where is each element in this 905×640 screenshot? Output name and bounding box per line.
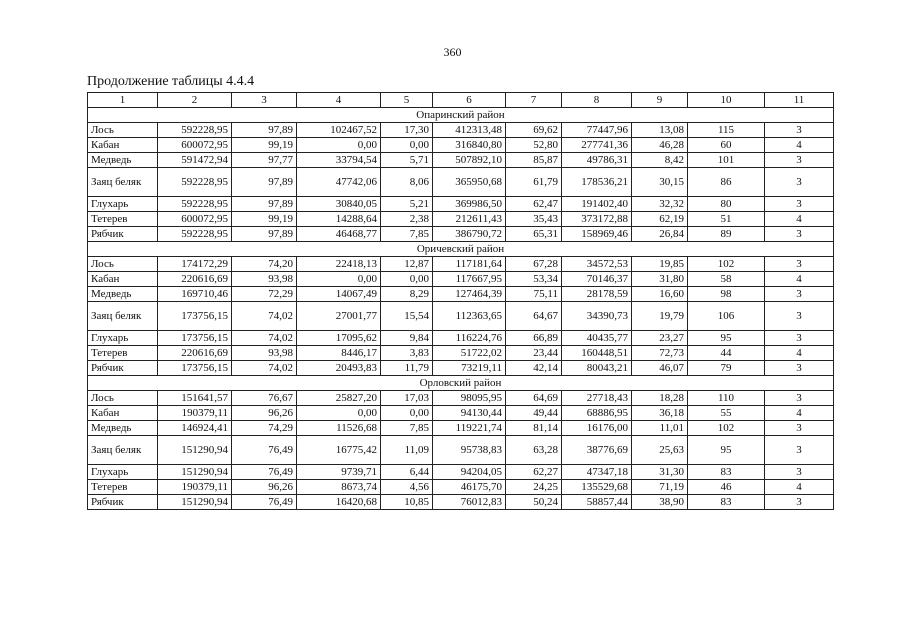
table-cell: 13,08: [632, 123, 688, 138]
table-cell: 316840,80: [433, 138, 506, 153]
table-cell: 47347,18: [562, 465, 632, 480]
table-row: [88, 138, 834, 153]
table-cell: 3: [765, 168, 834, 197]
table-cell: 178536,21: [562, 168, 632, 197]
table-cell: 80: [688, 197, 765, 212]
table-row: [88, 436, 834, 465]
species-name: Глухарь: [88, 465, 158, 480]
table-cell: 160448,51: [562, 346, 632, 361]
table-cell: 81,14: [506, 421, 562, 436]
table-cell: 83: [688, 465, 765, 480]
table-cell: 64,69: [506, 391, 562, 406]
table-cell: 9739,71: [297, 465, 381, 480]
table-cell: 592228,95: [158, 123, 232, 138]
table-cell: 14288,64: [297, 212, 381, 227]
table-cell: 3: [765, 197, 834, 212]
table-cell: 97,89: [232, 123, 297, 138]
table-row: [88, 287, 834, 302]
table-cell: 55: [688, 406, 765, 421]
table-cell: 38,90: [632, 495, 688, 510]
table-cell: 592228,95: [158, 227, 232, 242]
table-cell: 74,02: [232, 361, 297, 376]
table-cell: 76,49: [232, 465, 297, 480]
table-cell: 16,60: [632, 287, 688, 302]
table-cell: 592228,95: [158, 197, 232, 212]
table-cell: 36,18: [632, 406, 688, 421]
page-number: 360: [443, 45, 462, 59]
species-name: Заяц беляк: [88, 168, 158, 197]
table-cell: 31,80: [632, 272, 688, 287]
table-row: [88, 212, 834, 227]
table-cell: 86: [688, 168, 765, 197]
species-name: Кабан: [88, 406, 158, 421]
table-cell: 369986,50: [433, 197, 506, 212]
table-row: [88, 346, 834, 361]
table-cell: 70146,37: [562, 272, 632, 287]
species-name: Рябчик: [88, 227, 158, 242]
table-cell: 27718,43: [562, 391, 632, 406]
table-cell: 4: [765, 480, 834, 495]
table-row: [88, 331, 834, 346]
table-cell: 20493,83: [297, 361, 381, 376]
table-cell: 3: [765, 287, 834, 302]
table-cell: 11,01: [632, 421, 688, 436]
table-cell: 66,89: [506, 331, 562, 346]
table-cell: 75,11: [506, 287, 562, 302]
table-cell: 89: [688, 227, 765, 242]
table-cell: 18,28: [632, 391, 688, 406]
table-cell: 63,28: [506, 436, 562, 465]
table-cell: 173756,15: [158, 331, 232, 346]
table-cell: 9,84: [381, 331, 433, 346]
table-cell: 17095,62: [297, 331, 381, 346]
table-cell: 49786,31: [562, 153, 632, 168]
table-cell: 8,06: [381, 168, 433, 197]
table-cell: 8673,74: [297, 480, 381, 495]
table-cell: 3,83: [381, 346, 433, 361]
table-cell: 11526,68: [297, 421, 381, 436]
species-name: Заяц беляк: [88, 436, 158, 465]
table-cell: 16775,42: [297, 436, 381, 465]
table-cell: 592228,95: [158, 168, 232, 197]
table-cell: 52,80: [506, 138, 562, 153]
table-cell: 158969,46: [562, 227, 632, 242]
table-row: [88, 272, 834, 287]
table-cell: 3: [765, 123, 834, 138]
species-name: Глухарь: [88, 197, 158, 212]
table-cell: 146924,41: [158, 421, 232, 436]
table-cell: 169710,46: [158, 287, 232, 302]
table-cell: 46,28: [632, 138, 688, 153]
table-cell: 98: [688, 287, 765, 302]
table-cell: 17,30: [381, 123, 433, 138]
table-cell: 34390,73: [562, 302, 632, 331]
table-cell: 11,79: [381, 361, 433, 376]
table-cell: 220616,69: [158, 272, 232, 287]
table-cell: 591472,94: [158, 153, 232, 168]
table-cell: 8446,17: [297, 346, 381, 361]
column-header: 5: [381, 93, 433, 108]
table-cell: 212611,43: [433, 212, 506, 227]
table-cell: 16420,68: [297, 495, 381, 510]
table-cell: 190379,11: [158, 480, 232, 495]
section-row: [88, 376, 834, 391]
section-title: Оричевский район: [88, 242, 834, 257]
section-title: Опаринский район: [88, 108, 834, 123]
table-cell: 76,49: [232, 436, 297, 465]
table-cell: 15,54: [381, 302, 433, 331]
table-cell: 97,89: [232, 197, 297, 212]
table-cell: 4: [765, 346, 834, 361]
table-cell: 115: [688, 123, 765, 138]
table-cell: 97,77: [232, 153, 297, 168]
table-cell: 68886,95: [562, 406, 632, 421]
table-row: [88, 197, 834, 212]
table-cell: 25,63: [632, 436, 688, 465]
table-cell: 4: [765, 212, 834, 227]
table-cell: 94204,05: [433, 465, 506, 480]
table-cell: 373172,88: [562, 212, 632, 227]
table-cell: 507892,10: [433, 153, 506, 168]
table-cell: 96,26: [232, 406, 297, 421]
table-row: [88, 465, 834, 480]
table-cell: 61,79: [506, 168, 562, 197]
table-cell: 80043,21: [562, 361, 632, 376]
column-header: 9: [632, 93, 688, 108]
table-cell: 95: [688, 436, 765, 465]
table-cell: 600072,95: [158, 212, 232, 227]
table-cell: 220616,69: [158, 346, 232, 361]
table-cell: 74,29: [232, 421, 297, 436]
table-cell: 412313,48: [433, 123, 506, 138]
section-title: Орловский район: [88, 376, 834, 391]
table-row: [88, 480, 834, 495]
table-cell: 101: [688, 153, 765, 168]
table-cell: 3: [765, 361, 834, 376]
table-cell: 10,85: [381, 495, 433, 510]
table-cell: 191402,40: [562, 197, 632, 212]
table-cell: 151641,57: [158, 391, 232, 406]
column-header: 8: [562, 93, 632, 108]
table-cell: 174172,29: [158, 257, 232, 272]
table-cell: 3: [765, 436, 834, 465]
species-name: Глухарь: [88, 331, 158, 346]
table-cell: 23,44: [506, 346, 562, 361]
column-header: 4: [297, 93, 381, 108]
table-cell: 65,31: [506, 227, 562, 242]
table-cell: 46175,70: [433, 480, 506, 495]
table-cell: 3: [765, 495, 834, 510]
table-cell: 600072,95: [158, 138, 232, 153]
species-name: Заяц беляк: [88, 302, 158, 331]
table-cell: 77447,96: [562, 123, 632, 138]
column-header: 2: [158, 93, 232, 108]
species-name: Кабан: [88, 138, 158, 153]
table-cell: 23,27: [632, 331, 688, 346]
table-cell: 62,27: [506, 465, 562, 480]
table-cell: 102: [688, 257, 765, 272]
column-header: 11: [765, 93, 834, 108]
table-cell: 99,19: [232, 212, 297, 227]
table-row: [88, 153, 834, 168]
table-cell: 27001,77: [297, 302, 381, 331]
table-cell: 8,29: [381, 287, 433, 302]
table-cell: 30840,05: [297, 197, 381, 212]
table-cell: 6,44: [381, 465, 433, 480]
table-cell: 97,89: [232, 168, 297, 197]
species-name: Лось: [88, 391, 158, 406]
table-cell: 72,73: [632, 346, 688, 361]
table-cell: 62,19: [632, 212, 688, 227]
table-cell: 3: [765, 257, 834, 272]
header-row: [88, 93, 834, 108]
table-cell: 4: [765, 406, 834, 421]
table-row: [88, 168, 834, 197]
table-cell: 72,29: [232, 287, 297, 302]
table-cell: 151290,94: [158, 436, 232, 465]
table-cell: 99,19: [232, 138, 297, 153]
table-cell: 0,00: [297, 272, 381, 287]
table-cell: 3: [765, 391, 834, 406]
table-row: [88, 302, 834, 331]
table-cell: 51: [688, 212, 765, 227]
table-cell: 74,02: [232, 302, 297, 331]
table-row: [88, 257, 834, 272]
table-cell: 116224,76: [433, 331, 506, 346]
table-cell: 24,25: [506, 480, 562, 495]
table-cell: 173756,15: [158, 302, 232, 331]
table-cell: 44: [688, 346, 765, 361]
table-cell: 50,24: [506, 495, 562, 510]
table-cell: 76012,83: [433, 495, 506, 510]
table-cell: 3: [765, 153, 834, 168]
table-cell: 12,87: [381, 257, 433, 272]
table-cell: 102: [688, 421, 765, 436]
section-row: [88, 108, 834, 123]
table-cell: 76,67: [232, 391, 297, 406]
table-cell: 0,00: [381, 406, 433, 421]
table-row: [88, 123, 834, 138]
species-name: Тетерев: [88, 212, 158, 227]
table-cell: 7,85: [381, 421, 433, 436]
table-cell: 11,09: [381, 436, 433, 465]
table-cell: 112363,65: [433, 302, 506, 331]
species-name: Медведь: [88, 153, 158, 168]
table-cell: 7,85: [381, 227, 433, 242]
table-cell: 71,19: [632, 480, 688, 495]
table-cell: 0,00: [381, 138, 433, 153]
table-cell: 3: [765, 465, 834, 480]
table-cell: 17,03: [381, 391, 433, 406]
table-cell: 85,87: [506, 153, 562, 168]
table-cell: 19,85: [632, 257, 688, 272]
table-cell: 40435,77: [562, 331, 632, 346]
table-cell: 49,44: [506, 406, 562, 421]
table-cell: 58857,44: [562, 495, 632, 510]
table-cell: 69,62: [506, 123, 562, 138]
species-name: Медведь: [88, 287, 158, 302]
table-cell: 34572,53: [562, 257, 632, 272]
table-caption: Продолжение таблицы 4.4.4: [87, 74, 255, 89]
table-cell: 151290,94: [158, 495, 232, 510]
table-cell: 102467,52: [297, 123, 381, 138]
column-header: 6: [433, 93, 506, 108]
table-row: [88, 495, 834, 510]
table-cell: 32,32: [632, 197, 688, 212]
table-cell: 47742,06: [297, 168, 381, 197]
table-cell: 4: [765, 272, 834, 287]
table-cell: 277741,36: [562, 138, 632, 153]
species-name: Тетерев: [88, 480, 158, 495]
table-cell: 67,28: [506, 257, 562, 272]
table-cell: 110: [688, 391, 765, 406]
species-name: Рябчик: [88, 495, 158, 510]
table-cell: 16176,00: [562, 421, 632, 436]
table-cell: 3: [765, 421, 834, 436]
table-cell: 3: [765, 302, 834, 331]
table-cell: 46,07: [632, 361, 688, 376]
table-cell: 117181,64: [433, 257, 506, 272]
table-cell: 4,56: [381, 480, 433, 495]
table-cell: 98095,95: [433, 391, 506, 406]
table-cell: 28178,59: [562, 287, 632, 302]
table-cell: 127464,39: [433, 287, 506, 302]
table-cell: 83: [688, 495, 765, 510]
species-name: Рябчик: [88, 361, 158, 376]
column-header: 1: [88, 93, 158, 108]
section-row: [88, 242, 834, 257]
table-cell: 8,42: [632, 153, 688, 168]
data-table: [87, 92, 834, 510]
table-cell: 3: [765, 331, 834, 346]
table-cell: 106: [688, 302, 765, 331]
table-cell: 94130,44: [433, 406, 506, 421]
table-cell: 60: [688, 138, 765, 153]
species-name: Кабан: [88, 272, 158, 287]
table-cell: 35,43: [506, 212, 562, 227]
species-name: Медведь: [88, 421, 158, 436]
table-cell: 0,00: [381, 272, 433, 287]
table-cell: 30,15: [632, 168, 688, 197]
species-name: Лось: [88, 257, 158, 272]
table-cell: 386790,72: [433, 227, 506, 242]
species-name: Лось: [88, 123, 158, 138]
table-cell: 62,47: [506, 197, 562, 212]
table-row: [88, 421, 834, 436]
column-header: 3: [232, 93, 297, 108]
table-cell: 64,67: [506, 302, 562, 331]
column-header: 7: [506, 93, 562, 108]
table-cell: 5,21: [381, 197, 433, 212]
table-cell: 119221,74: [433, 421, 506, 436]
table-cell: 51722,02: [433, 346, 506, 361]
table-cell: 53,34: [506, 272, 562, 287]
table-cell: 31,30: [632, 465, 688, 480]
table-cell: 79: [688, 361, 765, 376]
table-cell: 58: [688, 272, 765, 287]
table-cell: 38776,69: [562, 436, 632, 465]
species-name: Тетерев: [88, 346, 158, 361]
table-cell: 73219,11: [433, 361, 506, 376]
table-row: [88, 227, 834, 242]
table-cell: 93,98: [232, 272, 297, 287]
table-cell: 2,38: [381, 212, 433, 227]
table-cell: 135529,68: [562, 480, 632, 495]
table-cell: 93,98: [232, 346, 297, 361]
table-cell: 5,71: [381, 153, 433, 168]
table-cell: 95: [688, 331, 765, 346]
table-cell: 76,49: [232, 495, 297, 510]
table-cell: 25827,20: [297, 391, 381, 406]
table-cell: 4: [765, 138, 834, 153]
table-cell: 22418,13: [297, 257, 381, 272]
table-cell: 95738,83: [433, 436, 506, 465]
table-cell: 46468,77: [297, 227, 381, 242]
table-cell: 74,02: [232, 331, 297, 346]
table-cell: 190379,11: [158, 406, 232, 421]
table-cell: 33794,54: [297, 153, 381, 168]
table-cell: 3: [765, 227, 834, 242]
table-row: [88, 361, 834, 376]
table-row: [88, 406, 834, 421]
table-cell: 0,00: [297, 138, 381, 153]
table-cell: 26,84: [632, 227, 688, 242]
table-cell: 365950,68: [433, 168, 506, 197]
table-cell: 96,26: [232, 480, 297, 495]
column-header: 10: [688, 93, 765, 108]
table-body: [88, 93, 834, 510]
table-cell: 74,20: [232, 257, 297, 272]
table-cell: 97,89: [232, 227, 297, 242]
table-cell: 0,00: [297, 406, 381, 421]
table-cell: 117667,95: [433, 272, 506, 287]
table-cell: 14067,49: [297, 287, 381, 302]
table-cell: 46: [688, 480, 765, 495]
table-cell: 42,14: [506, 361, 562, 376]
table-row: [88, 391, 834, 406]
table-cell: 19,79: [632, 302, 688, 331]
table-cell: 151290,94: [158, 465, 232, 480]
table-cell: 173756,15: [158, 361, 232, 376]
